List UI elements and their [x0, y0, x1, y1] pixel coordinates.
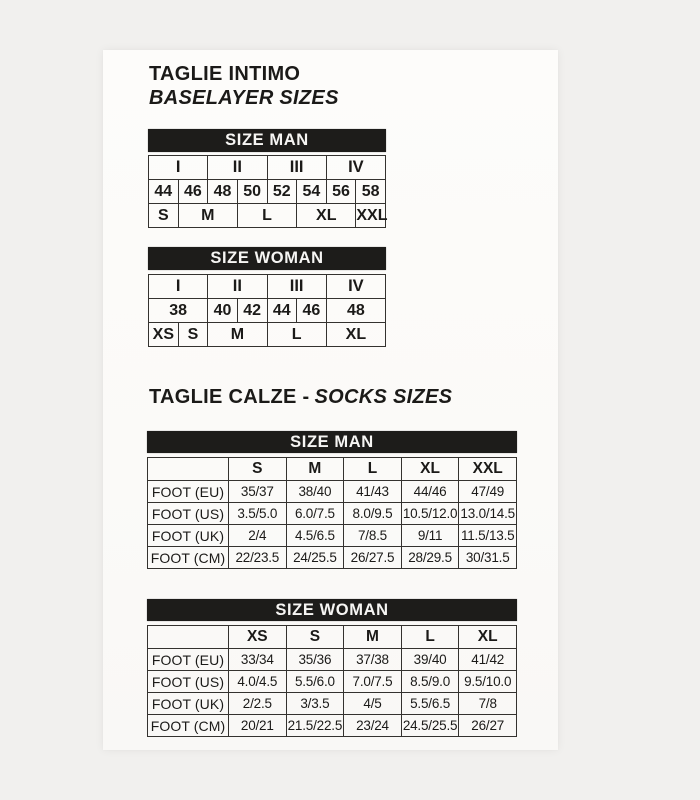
socks-man-title-bar: [147, 431, 517, 453]
column-header-row: [148, 626, 517, 649]
baselayer-woman-title-bar: [148, 247, 386, 270]
value-cell: 7/8: [459, 693, 517, 715]
value-cell: 8.0/9.5: [344, 503, 402, 525]
size-cell: 52: [267, 180, 297, 204]
column-header-cell: S: [286, 626, 344, 649]
baselayer-man-table: [148, 155, 386, 228]
value-cell: 3/3.5: [286, 693, 344, 715]
socks-heading-english: SOCKS SIZES: [314, 386, 453, 408]
baselayer-woman-table: [148, 274, 386, 347]
size-cell: L: [237, 204, 296, 228]
value-cell: 7/8.5: [344, 525, 402, 547]
numeric-size-row: [149, 299, 386, 323]
table-row: [148, 525, 517, 547]
baselayer-heading-italian: TAGLIE INTIMO: [149, 63, 301, 85]
value-cell: 41/42: [459, 649, 517, 671]
socks-woman-table: [147, 625, 517, 737]
size-cell: L: [267, 323, 326, 347]
socks-heading: [149, 385, 452, 409]
row-label-cell: FOOT (UK): [148, 693, 229, 715]
roman-cell: II: [208, 156, 267, 180]
baselayer-heading: [149, 62, 339, 110]
table-row: [148, 671, 517, 693]
socks-heading-italian: TAGLIE CALZE -: [149, 386, 310, 408]
size-cell: S: [149, 204, 179, 228]
table-row: [148, 547, 517, 569]
table-row: [148, 503, 517, 525]
row-label-cell: FOOT (EU): [148, 481, 229, 503]
size-cell: 48: [326, 299, 385, 323]
row-label-cell: FOOT (UK): [148, 525, 229, 547]
value-cell: 28/29.5: [401, 547, 459, 569]
row-label-cell: FOOT (CM): [148, 547, 229, 569]
value-cell: 8.5/9.0: [401, 671, 459, 693]
value-cell: 33/34: [229, 649, 287, 671]
value-cell: 7.0/7.5: [344, 671, 402, 693]
value-cell: 4.5/6.5: [286, 525, 344, 547]
column-header-cell: XL: [459, 626, 517, 649]
size-cell: XL: [326, 323, 385, 347]
value-cell: 24/25.5: [286, 547, 344, 569]
size-cell: XXL: [356, 204, 386, 228]
size-cell: 58: [356, 180, 386, 204]
size-cell: 46: [178, 180, 208, 204]
row-label-cell: FOOT (EU): [148, 649, 229, 671]
roman-cell: IV: [326, 156, 385, 180]
value-cell: 4/5: [344, 693, 402, 715]
column-header-cell: S: [229, 458, 287, 481]
value-cell: 2/2.5: [229, 693, 287, 715]
size-cell: 46: [297, 299, 327, 323]
value-cell: 24.5/25.5: [401, 715, 459, 737]
value-cell: 26/27: [459, 715, 517, 737]
value-cell: 5.5/6.5: [401, 693, 459, 715]
baselayer-woman-title: SIZE WOMAN: [210, 249, 324, 267]
size-chart-page: [103, 50, 558, 750]
value-cell: 9/11: [401, 525, 459, 547]
column-header-cell: L: [401, 626, 459, 649]
size-cell: 54: [297, 180, 327, 204]
size-cell: M: [208, 323, 267, 347]
size-cell: 42: [237, 299, 267, 323]
roman-cell: II: [208, 275, 267, 299]
row-label-cell: FOOT (CM): [148, 715, 229, 737]
value-cell: 22/23.5: [229, 547, 287, 569]
value-cell: 35/37: [229, 481, 287, 503]
roman-cell: I: [149, 275, 208, 299]
size-cell: 38: [149, 299, 208, 323]
value-cell: 13.0/14.5: [459, 503, 517, 525]
value-cell: 3.5/5.0: [229, 503, 287, 525]
value-cell: 4.0/4.5: [229, 671, 287, 693]
size-cell: 48: [208, 180, 238, 204]
baselayer-man-title: SIZE MAN: [225, 131, 309, 149]
socks-man-title: SIZE MAN: [290, 432, 374, 451]
value-cell: 11.5/13.5: [459, 525, 517, 547]
roman-cell: III: [267, 156, 326, 180]
socks-woman-title-bar: [147, 599, 517, 621]
value-cell: 47/49: [459, 481, 517, 503]
size-cell: XL: [297, 204, 356, 228]
roman-cell: IV: [326, 275, 385, 299]
value-cell: 10.5/12.0: [401, 503, 459, 525]
roman-numeral-row: [149, 275, 386, 299]
roman-numeral-row: [149, 156, 386, 180]
table-row: [148, 649, 517, 671]
column-header-cell: XXL: [459, 458, 517, 481]
value-cell: 21.5/22.5: [286, 715, 344, 737]
value-cell: 35/36: [286, 649, 344, 671]
baselayer-heading-english: BASELAYER SIZES: [149, 87, 339, 109]
size-cell: 44: [149, 180, 179, 204]
corner-cell: [148, 626, 229, 649]
column-header-cell: M: [286, 458, 344, 481]
corner-cell: [148, 458, 229, 481]
column-header-cell: XS: [229, 626, 287, 649]
size-cell: XS: [149, 323, 179, 347]
value-cell: 30/31.5: [459, 547, 517, 569]
value-cell: 2/4: [229, 525, 287, 547]
value-cell: 41/43: [344, 481, 402, 503]
letter-size-row: [149, 323, 386, 347]
column-header-row: [148, 458, 517, 481]
value-cell: 39/40: [401, 649, 459, 671]
value-cell: 38/40: [286, 481, 344, 503]
size-cell: M: [178, 204, 237, 228]
row-label-cell: FOOT (US): [148, 503, 229, 525]
value-cell: 37/38: [344, 649, 402, 671]
value-cell: 6.0/7.5: [286, 503, 344, 525]
table-row: [148, 693, 517, 715]
roman-cell: III: [267, 275, 326, 299]
value-cell: 9.5/10.0: [459, 671, 517, 693]
roman-cell: I: [149, 156, 208, 180]
value-cell: 26/27.5: [344, 547, 402, 569]
socks-woman-title: SIZE WOMAN: [275, 600, 389, 619]
value-cell: 5.5/6.0: [286, 671, 344, 693]
size-cell: S: [178, 323, 208, 347]
value-cell: 23/24: [344, 715, 402, 737]
column-header-cell: M: [344, 626, 402, 649]
numeric-size-row: [149, 180, 386, 204]
size-cell: 50: [237, 180, 267, 204]
size-cell: 40: [208, 299, 238, 323]
value-cell: 20/21: [229, 715, 287, 737]
table-row: [148, 715, 517, 737]
column-header-cell: XL: [401, 458, 459, 481]
size-cell: 44: [267, 299, 297, 323]
value-cell: 44/46: [401, 481, 459, 503]
size-cell: 56: [326, 180, 356, 204]
table-row: [148, 481, 517, 503]
letter-size-row: [149, 204, 386, 228]
baselayer-man-title-bar: [148, 129, 386, 152]
column-header-cell: L: [344, 458, 402, 481]
row-label-cell: FOOT (US): [148, 671, 229, 693]
socks-man-table: [147, 457, 517, 569]
